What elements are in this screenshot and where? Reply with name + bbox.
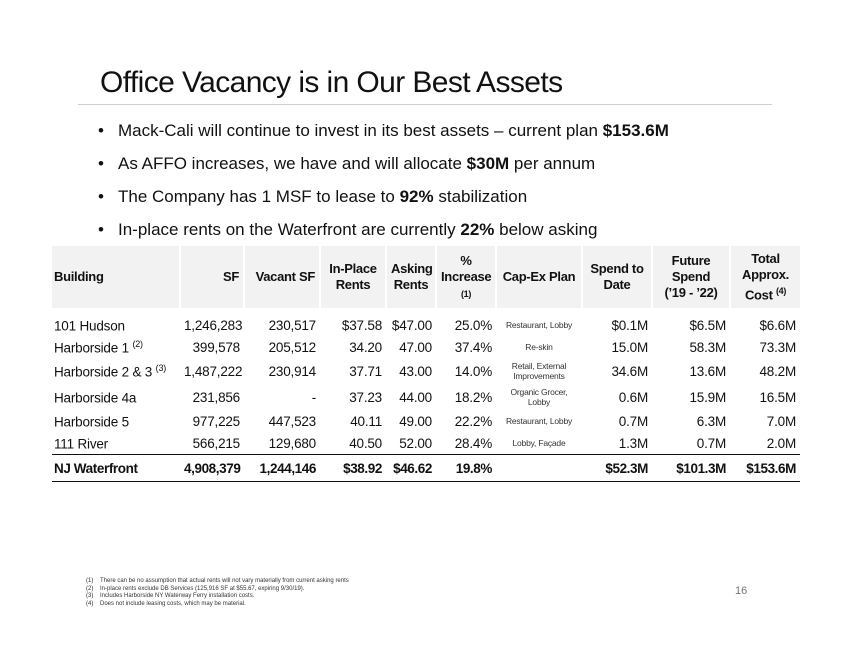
cell-spend: $0.1M: [611, 317, 648, 333]
cell-capex-plan: Re-skin: [525, 342, 553, 352]
cell-building: 111 River: [52, 432, 180, 455]
cell-increase: 37.4%: [454, 339, 492, 355]
cell-increase: 22.2%: [454, 413, 492, 429]
footnote: (1) There can be no assumption that actual rents will not vary materially from current asking rents: [86, 578, 349, 584]
cell-in-place: 37.23: [349, 389, 382, 405]
total-sf: 4,908,379: [180, 455, 244, 482]
header-in-place-rents: In-Place Rents: [320, 246, 386, 308]
header-sf: SF: [180, 246, 244, 308]
bullet-item: [98, 216, 669, 249]
cell-building: Harborside 1 $^{(2)}$: [54, 338, 143, 356]
cell-asking: 52.00: [386, 432, 436, 455]
bullet-highlight: $30M: [466, 154, 510, 173]
cell-spend: 34.6M: [611, 363, 648, 379]
cell-capex-plan: Retail, External Improvements: [511, 361, 567, 381]
header-spend-to-date: Spend to Date: [582, 246, 652, 308]
cell-total: 16.5M: [759, 389, 796, 405]
bullet-text-end: below asking: [494, 220, 598, 239]
table-row: [52, 384, 800, 410]
cell-future: 13.6M: [689, 363, 726, 379]
cell-in-place: 34.20: [349, 339, 382, 355]
bullet-highlight: 92%: [399, 187, 434, 206]
footnotes: [86, 578, 349, 608]
cell-building: 101 Hudson: [54, 318, 125, 334]
cell-total: 7.0M: [766, 413, 796, 429]
total-future: $101.3M: [652, 455, 730, 482]
cell-future: 6.3M: [696, 413, 726, 429]
cell-vacant-sf: 230,517: [268, 317, 316, 333]
cell-increase: 28.4%: [436, 432, 496, 455]
page-title: Office Vacancy is in Our Best Assets: [100, 66, 563, 99]
cell-total: 48.2M: [759, 363, 796, 379]
cell-building: Harborside 2 & 3 $^{(3)}$: [54, 362, 167, 380]
cell-capex-plan: Lobby, Façade: [496, 432, 582, 455]
cell-in-place: $37.58: [341, 317, 382, 333]
bullet-item: [98, 117, 669, 150]
bullet-text: As AFFO increases, we have and will allocate: [118, 154, 467, 173]
cell-capex-plan: Organic Grocer, Lobby: [510, 387, 568, 407]
cell-total: 73.3M: [759, 339, 796, 355]
header-asking-rents: Asking Rents: [386, 246, 436, 308]
bullet-dot-icon: •: [98, 154, 104, 173]
cell-spend: 1.3M: [582, 432, 652, 455]
cell-future: 0.7M: [652, 432, 730, 455]
title-divider: [78, 104, 772, 105]
cell-vacant-sf: 205,512: [268, 339, 316, 355]
cell-in-place: 37.71: [349, 363, 382, 379]
cell-building: Harborside 5: [54, 414, 129, 430]
cell-spend: 0.6M: [618, 389, 648, 405]
cell-sf: 977,225: [192, 413, 240, 429]
total-spend: $52.3M: [582, 455, 652, 482]
table-row: [52, 336, 800, 358]
cell-asking: $47.00: [391, 317, 432, 333]
cell-asking: 49.00: [399, 413, 432, 429]
total-building: NJ Waterfront: [52, 455, 180, 482]
bullet-list: [98, 117, 669, 249]
header-percent-increase: % Increase (1): [436, 246, 496, 308]
bullet-text: In-place rents on the Waterfront are currently: [118, 220, 461, 239]
cell-building: Harborside 4a: [54, 390, 137, 406]
cell-increase: 25.0%: [454, 317, 492, 333]
cell-sf: 566,215: [180, 432, 244, 455]
bullet-dot-icon: •: [98, 121, 104, 140]
cell-vacant-sf: 447,523: [268, 413, 316, 429]
table-row: [52, 308, 800, 336]
bullet-highlight: $153.6M: [602, 121, 669, 140]
bullet-dot-icon: •: [98, 220, 104, 239]
table-total-row: [52, 455, 800, 482]
cell-future: $6.5M: [689, 317, 726, 333]
table-row: [52, 432, 800, 455]
vacancy-table: [52, 246, 800, 482]
cell-asking: 43.00: [399, 363, 432, 379]
total-vacant-sf: 1,244,146: [244, 455, 320, 482]
cell-asking: 47.00: [399, 339, 432, 355]
footnote: (2) In-place rents exclude DB Services (125,916 SF at $55.67, expiring 9/30/19).: [86, 585, 305, 592]
bullet-item: [98, 183, 669, 216]
cell-capex-plan: Restaurant, Lobby: [505, 416, 573, 426]
bullet-highlight: 22%: [460, 220, 495, 239]
bullet-item: [98, 150, 669, 183]
total-increase: 19.8%: [436, 455, 496, 482]
cell-spend: 15.0M: [611, 339, 648, 355]
cell-sf: 399,578: [192, 339, 240, 355]
cell-total: 2.0M: [730, 432, 800, 455]
cell-sf: 1,246,283: [184, 317, 243, 333]
table-header-row: [52, 246, 800, 308]
cell-spend: 0.7M: [618, 413, 648, 429]
cell-sf: 231,856: [192, 389, 240, 405]
bullet-text: The Company has 1 MSF to lease to: [118, 187, 400, 206]
cell-in-place: 40.50: [320, 432, 386, 455]
cell-increase: 18.2%: [454, 389, 492, 405]
header-capex-plan: Cap-Ex Plan: [496, 246, 582, 308]
cell-vacant-sf: 129,680: [244, 432, 320, 455]
footnote: (3) Includes Harborside NY Waterway Ferry installation costs.: [86, 593, 255, 600]
page-number: 16: [735, 585, 748, 597]
header-building: Building: [52, 246, 180, 308]
table-row: [52, 358, 800, 384]
bullet-dot-icon: •: [98, 187, 104, 206]
header-total-cost: Total Approx. Cost $^{(4)}$: [730, 246, 800, 308]
table-row: [52, 410, 800, 432]
total-total: $153.6M: [730, 455, 800, 482]
total-in-place: $38.92: [320, 455, 386, 482]
bullet-text-end: per annum: [509, 154, 596, 173]
bullet-text: Mack-Cali will continue to invest in its best assets – current plan: [118, 121, 603, 140]
cell-sf: 1,487,222: [184, 363, 243, 379]
cell-future: 15.9M: [689, 389, 726, 405]
cell-future: 58.3M: [689, 339, 726, 355]
cell-in-place: 40.11: [350, 413, 382, 429]
total-capex-plan: [496, 455, 582, 482]
cell-increase: 14.0%: [454, 363, 492, 379]
cell-total: $6.6M: [759, 317, 796, 333]
footnote: (4) Does not include leasing costs, which may be material.: [86, 600, 246, 607]
header-future-spend: Future Spend (’19 - ’22): [652, 246, 730, 308]
cell-vacant-sf: -: [311, 389, 316, 405]
total-asking: $46.62: [386, 455, 436, 482]
header-vacant-sf: Vacant SF: [244, 246, 320, 308]
cell-asking: 44.00: [399, 389, 432, 405]
cell-vacant-sf: 230,914: [268, 363, 316, 379]
cell-capex-plan: Restaurant, Lobby: [505, 320, 573, 330]
bullet-text-end: stabilization: [433, 187, 528, 206]
